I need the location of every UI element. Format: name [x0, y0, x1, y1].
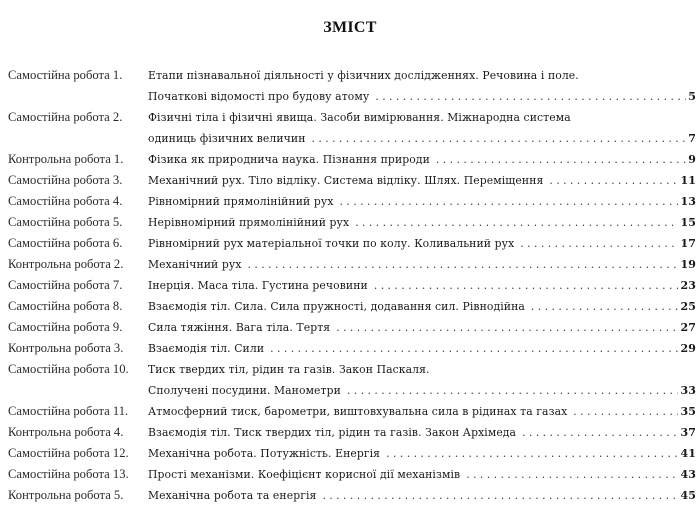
- toc-entry-label: Самостійна робота 12.: [8, 446, 129, 460]
- toc-entry-title: Прості механізми. Коефіцієнт корисної дії механізмів: [148, 468, 461, 481]
- toc-entry-body: [148, 296, 696, 317]
- table-of-contents: [8, 65, 696, 506]
- toc-entry-title: Механічний рух. Тіло відліку. Система відліку. Шлях. Переміщення: [148, 174, 544, 187]
- toc-entry-line: [148, 128, 696, 149]
- dot-leader: [347, 380, 679, 401]
- toc-entry: [8, 212, 696, 233]
- toc-page-number: 27: [680, 321, 696, 334]
- toc-entry-label: Самостійна робота 1.: [8, 68, 123, 82]
- toc-page-number: 23: [680, 279, 696, 292]
- dot-leader: [340, 191, 679, 212]
- toc-entry-line: [148, 464, 696, 485]
- toc-entry-line: [148, 275, 696, 296]
- toc-entry: [8, 254, 696, 275]
- dot-leader: [531, 296, 679, 317]
- toc-entry-label: Контрольна робота 2.: [8, 257, 124, 271]
- toc-entry-title: Початкові відомості про будову атому: [148, 90, 370, 103]
- toc-entry-line: [148, 86, 696, 107]
- dot-leader: [466, 464, 678, 485]
- toc-entry-title: Механічний рух: [148, 258, 242, 271]
- toc-entry-title: Сила тяжіння. Вага тіла. Тертя: [148, 321, 331, 334]
- toc-entry-body: [148, 212, 696, 233]
- toc-entry: [8, 149, 696, 170]
- toc-entry: [8, 338, 696, 359]
- toc-entry: [8, 170, 696, 191]
- toc-entry: [8, 65, 696, 107]
- toc-entry-line: [148, 233, 696, 254]
- dot-leader: [375, 86, 686, 107]
- toc-entry-title: Рівномірний рух матеріальної точки по колу. Коливальний рух: [148, 237, 515, 250]
- toc-entry-body: [148, 401, 696, 422]
- toc-entry-label: Самостійна робота 5.: [8, 215, 123, 229]
- toc-page-number: 35: [680, 405, 696, 418]
- toc-entry-line: [148, 359, 696, 380]
- toc-page-number: 25: [680, 300, 696, 313]
- toc-entry-label: Самостійна робота 8.: [8, 299, 123, 313]
- toc-page-number: 19: [680, 258, 696, 271]
- toc-entry-title: Взаємодія тіл. Тиск твердих тіл, рідин та газів. Закон Архімеда: [148, 426, 517, 439]
- toc-entry-line: [148, 401, 696, 422]
- toc-entry-line: [148, 380, 696, 401]
- toc-entry-body: [148, 107, 696, 149]
- toc-entry-title: Атмосферний тиск, барометри, виштовхувальна сила в рідинах та газах: [148, 405, 568, 418]
- toc-entry-body: [148, 170, 696, 191]
- dot-leader: [549, 170, 678, 191]
- toc-page-number: 33: [680, 384, 696, 397]
- toc-entry-line: [148, 485, 696, 506]
- toc-entry-label: Контрольна робота 4.: [8, 425, 124, 439]
- dot-leader: [520, 233, 678, 254]
- toc-entry-title: Сполучені посудини. Манометри: [148, 384, 341, 397]
- toc-entry-line: [148, 296, 696, 317]
- toc-entry-title: Фізика як природнича наука. Пізнання природи: [148, 153, 430, 166]
- toc-entry: [8, 464, 696, 485]
- toc-entry: [8, 275, 696, 296]
- toc-entry-title: Взаємодія тіл. Сила. Сила пружності, додавання сил. Рівнодійна: [148, 300, 525, 313]
- toc-entry-body: [148, 485, 696, 506]
- toc-entry-label: Самостійна робота 9.: [8, 320, 123, 334]
- toc-entry-label: Самостійна робота 4.: [8, 194, 123, 208]
- toc-entry: [8, 191, 696, 212]
- toc-entry-line: [148, 149, 696, 170]
- dot-leader: [355, 212, 678, 233]
- toc-entry-body: [148, 338, 696, 359]
- toc-entry-title: Рівномірний прямолінійний рух: [148, 195, 334, 208]
- page-title: ЗМІСТ: [323, 18, 377, 36]
- toc-entry-title: Фізичні тіла і фізичні явища. Засоби вимірювання. Міжнародна система: [148, 111, 571, 124]
- toc-page-number: 11: [680, 174, 696, 187]
- toc-page-number: 43: [680, 468, 696, 481]
- toc-page-number: 37: [680, 426, 696, 439]
- toc-page-number: 9: [688, 153, 696, 166]
- toc-entry: [8, 401, 696, 422]
- toc-entry-line: [148, 65, 696, 86]
- dot-leader: [436, 149, 686, 170]
- toc-entry-label: Самостійна робота 13.: [8, 467, 129, 481]
- toc-entry: [8, 233, 696, 254]
- toc-page-number: 13: [680, 195, 696, 208]
- dot-leader: [336, 317, 678, 338]
- toc-entry-label: Самостійна робота 7.: [8, 278, 123, 292]
- toc-entry: [8, 296, 696, 317]
- toc-entry-label: Самостійна робота 11.: [8, 404, 129, 418]
- toc-entry-line: [148, 107, 696, 128]
- toc-entry-title: Тиск твердих тіл, рідин та газів. Закон Паскаля.: [148, 363, 430, 376]
- toc-page-number: 45: [680, 489, 696, 502]
- toc-page-number: 41: [680, 447, 696, 460]
- toc-entry-body: [148, 65, 696, 107]
- toc-entry-line: [148, 212, 696, 233]
- toc-entry-body: [148, 233, 696, 254]
- toc-entry: [8, 107, 696, 149]
- dot-leader: [311, 128, 686, 149]
- toc-page-number: 15: [680, 216, 696, 229]
- dot-leader: [522, 422, 678, 443]
- toc-page-number: 7: [688, 132, 696, 145]
- toc-entry-label: Самостійна робота 3.: [8, 173, 123, 187]
- toc-entry-title: Інерція. Маса тіла. Густина речовини: [148, 279, 368, 292]
- dot-leader: [270, 338, 678, 359]
- toc-entry-label: Контрольна робота 5.: [8, 488, 124, 502]
- toc-entry: [8, 359, 696, 401]
- toc-entry-line: [148, 422, 696, 443]
- toc-entry-label: Контрольна робота 3.: [8, 341, 124, 355]
- toc-entry: [8, 422, 696, 443]
- toc-entry: [8, 485, 696, 506]
- toc-entry-title: Нерівномірний прямолінійний рух: [148, 216, 350, 229]
- toc-entry-body: [148, 464, 696, 485]
- toc-entry-title: Механічна робота та енергія: [148, 489, 317, 502]
- toc-entry-title: Взаємодія тіл. Сили: [148, 342, 265, 355]
- toc-entry: [8, 317, 696, 338]
- toc-entry-title: одиниць фізичних величин: [148, 132, 306, 145]
- dot-leader: [573, 401, 678, 422]
- dot-leader: [374, 275, 679, 296]
- toc-entry-body: [148, 191, 696, 212]
- toc-entry-line: [148, 317, 696, 338]
- dot-leader: [248, 254, 679, 275]
- toc-entry-body: [148, 422, 696, 443]
- toc-entry-line: [148, 170, 696, 191]
- toc-entry-line: [148, 254, 696, 275]
- toc-entry-line: [148, 338, 696, 359]
- toc-entry-body: [148, 254, 696, 275]
- dot-leader: [322, 485, 678, 506]
- toc-entry-body: [148, 317, 696, 338]
- toc-page-number: 5: [688, 90, 696, 103]
- toc-entry-label: Самостійна робота 6.: [8, 236, 123, 250]
- toc-entry-label: Контрольна робота 1.: [8, 152, 124, 166]
- toc-entry-body: [148, 149, 696, 170]
- toc-entry-label: Самостійна робота 2.: [8, 110, 123, 124]
- toc-entry-body: [148, 359, 696, 401]
- toc-entry-line: [148, 191, 696, 212]
- toc-entry-title: Механічна робота. Потужність. Енергія: [148, 447, 381, 460]
- toc-page-number: 17: [680, 237, 696, 250]
- toc-entry-body: [148, 275, 696, 296]
- toc-page-number: 29: [680, 342, 696, 355]
- toc-entry-title: Етапи пізнавальної діяльності у фізичних дослідженнях. Речовина і поле.: [148, 69, 579, 82]
- toc-entry-label: Самостійна робота 10.: [8, 362, 129, 376]
